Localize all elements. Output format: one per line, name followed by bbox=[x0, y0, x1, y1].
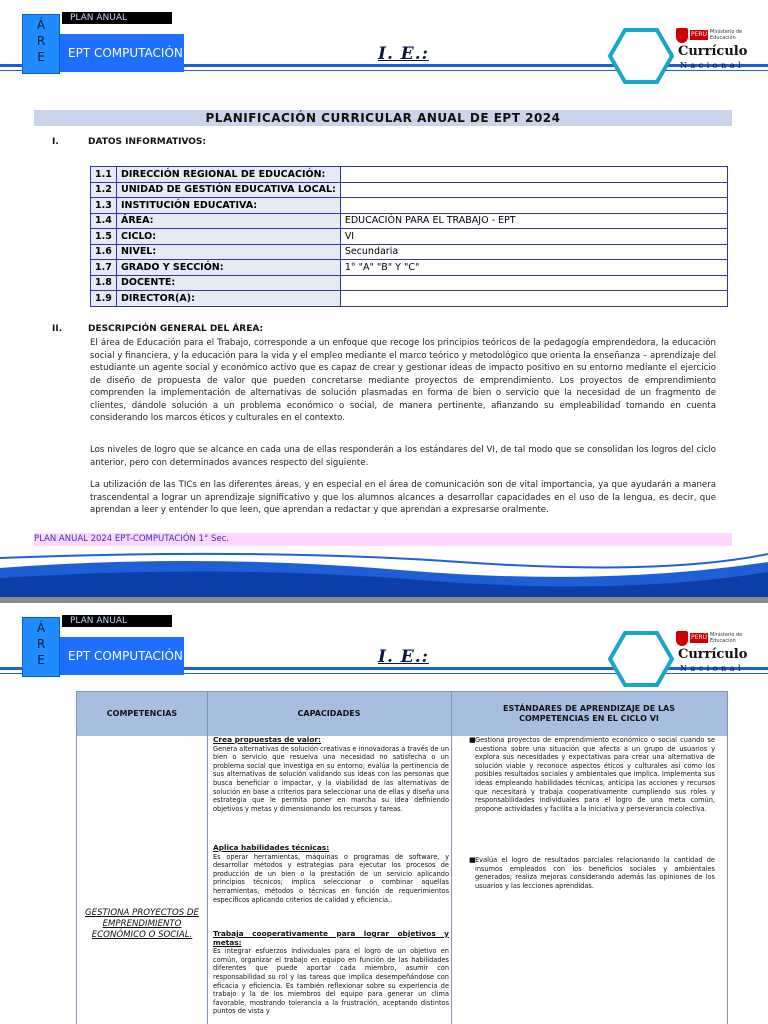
page-header bbox=[0, 603, 768, 689]
capacity-title: Trabaja cooperativamente para lograr objetivos y metas: bbox=[213, 929, 449, 947]
page-footer: PLAN ANUAL 2024 EPT-COMPUTACIÓN 1° Sec. bbox=[34, 533, 732, 546]
info-row bbox=[91, 198, 728, 214]
info-row bbox=[91, 291, 728, 307]
info-value bbox=[340, 275, 727, 291]
info-key: NIVEL: bbox=[116, 244, 340, 260]
capacity-item bbox=[213, 736, 449, 813]
info-number: 1.6 bbox=[91, 244, 117, 260]
logo-curriculo: Currículo bbox=[678, 647, 748, 662]
logo-ministry: Ministerio de Educación bbox=[710, 632, 743, 644]
area-letter: R bbox=[36, 637, 46, 651]
hexagon-decoration-icon bbox=[608, 631, 674, 687]
info-key: CICLO: bbox=[116, 229, 340, 245]
info-key: ÁREA: bbox=[116, 213, 340, 229]
area-box bbox=[22, 617, 60, 677]
shield-icon bbox=[676, 631, 688, 646]
info-key: UNIDAD DE GESTIÓN EDUCATIVA LOCAL: bbox=[116, 182, 340, 198]
plan-tag: PLAN ANUAL bbox=[62, 12, 172, 24]
paragraph: Los niveles de logro que se alcance en cada una de ellas responderán a los estándares del VI, de tal modo que se consolidan los logros del ciclo anterior, pero con determinados avances respecto del siguiente. bbox=[90, 445, 716, 468]
logo-peru: PERÚ bbox=[691, 31, 707, 38]
area-letter: R bbox=[36, 34, 46, 48]
page-header bbox=[0, 0, 768, 86]
section-number: II. bbox=[52, 324, 63, 334]
info-key: DIRECCIÓN REGIONAL DE EDUCACIÓN: bbox=[116, 167, 340, 183]
institution-label: I. E.: bbox=[378, 44, 429, 64]
capacity-item bbox=[213, 844, 449, 904]
capacity-text: Es operar herramientas, máquinas o programas de software, y desarrollar métodos y estrategias para ejecutar los procesos de producción de un bien o la prestación de un servicio aplicando principios técnicos; implica seleccionar o combinar aquellas herramientas, métodos o técnicas en función de requerimientos específicos aplicando criterios de calidad y eficiencia.. bbox=[213, 852, 449, 904]
column-header: CAPACIDADES bbox=[297, 709, 361, 718]
info-row bbox=[91, 260, 728, 276]
info-value bbox=[340, 167, 727, 183]
info-row bbox=[91, 167, 728, 183]
wave-decoration-icon bbox=[0, 548, 768, 597]
bullet-icon: ■ bbox=[469, 856, 476, 864]
capacity-text: Es integrar esfuerzos individuales para el logro de un objetivo en común, organizar el trabajo en equipo en función de las habilidades diferentes que puede aportar cada miembro, asumir con responsabilidad su rol y las tareas que implica desempeñándose con eficacia y eficiencia. Es también reflexionar sobre su experiencia de trabajo y la de los miembros del equipo para generar un clima favorable, mostrando tolerancia a la frustración, aceptando distintos puntos de vista y bbox=[213, 947, 449, 1016]
info-key: GRADO Y SECCIÓN: bbox=[116, 260, 340, 276]
info-value bbox=[340, 182, 727, 198]
info-value: EDUCACIÓN PARA EL TRABAJO - EPT bbox=[340, 213, 727, 229]
info-value: Secundaria bbox=[340, 244, 727, 260]
area-letter: Á bbox=[36, 18, 46, 32]
curriculo-nacional-logo bbox=[676, 28, 762, 72]
logo-peru: PERÚ bbox=[691, 634, 707, 641]
section-title: DESCRIPCIÓN GENERAL DEL ÁREA: bbox=[88, 324, 264, 334]
info-number: 1.4 bbox=[91, 213, 117, 229]
area-letter: E bbox=[37, 50, 45, 64]
info-number: 1.1 bbox=[91, 167, 117, 183]
capacity-text: Genera alternativas de solución creativas e innovadoras a través de un bien o servicio que resuelva una necesidad no satisfecha o un problema social que investiga en su entorno; evalúa la pertinencia de sus alternativas de solución validando sus ideas con las personas que busca beneficiar o impactar, y la viabilidad de las alternativas de solución en base a criterios para seleccionar una de ellas y diseña una estrategia que le permita poner en marcha su idea definiendo objetivos y metas y dimensionando los recursos y tareas. bbox=[213, 744, 449, 813]
course-tag: EPT COMPUTACIÓN bbox=[60, 637, 184, 675]
table-header bbox=[77, 692, 727, 736]
shield-icon bbox=[676, 28, 688, 43]
info-number: 1.3 bbox=[91, 198, 117, 214]
bullet-icon: ■ bbox=[469, 736, 476, 744]
paragraph: El área de Educación para el Trabajo, corresponde a un enfoque que recoge los principios teóricos de la pedagogía emprendedora, la educación social y financiera, y la educación para la vida y el empleo mediante el marco teórico y metodológico que orienta la enseñanza – aprendizaje del estudiante un agente social y económico activo que es capaz de crear y gestionar ideas de impacto positivo en su entorno mediante el ejercicio de diseño de propuesta de valor que pueden concretarse mediante proyectos de emprendimiento. Los proyectos de emprendimiento comprenden la implementación de alternativas de solución plasmadas en forma de bien o servicio que la necesidad de un fragmento de clientes, dándole solución a un problema económico o social, de manera pertinente, afianzando su empleabilidad tomando en cuenta considerando los marcos éticos y culturales en el contexto. bbox=[90, 338, 716, 423]
logo-nacional: Nacional bbox=[680, 664, 745, 673]
plan-tag: PLAN ANUAL bbox=[62, 615, 172, 627]
curriculo-nacional-logo bbox=[676, 631, 762, 675]
page-title: PLANIFICACIÓN CURRICULAR ANUAL DE EPT 2024 bbox=[34, 110, 732, 126]
column-header: ESTÁNDARES DE APRENDIZAJE DE LAS COMPETENCIAS EN EL CICLO VI bbox=[503, 704, 675, 723]
course-tag: EPT COMPUTACIÓN bbox=[60, 34, 184, 72]
logo-curriculo: Currículo bbox=[678, 44, 748, 59]
logo-ministry: Ministerio de Educación bbox=[710, 29, 743, 41]
info-key: DIRECTOR(A): bbox=[116, 291, 340, 307]
standard-item: Gestiona proyectos de emprendimiento económico o social cuando se cuestiona sobre una situación que afecta a un grupo de usuarios y explora sus necesidades y expectativas para crear una alternativa de solución viable y reconoce aspectos éticos y culturales así como los posibles resultados sociales y ambientales que implica. Implementa sus ideas empleando habilidades técnicas, anticipa las acciones y recursos que necesitará y trabaja cooperativamente cumpliendo sus roles y responsabilidades individuales para el logro de una meta común, propone actividades y facilita a la iniciativa y perseverancia colectiva. bbox=[475, 736, 715, 813]
paragraph: La utilización de las TICs en las diferentes áreas, y en especial en el área de comunicación son de vital importancia, ya que ayudarán a manera trascendental a lograr un aprendizaje significativo y que los alumnos alcances a desarrollar capacidades en el uso de la lengua, es decir, que aprendan a leer y entender lo que leen, que aprendan a redactar y que aprendan a expresarse oralmente. bbox=[90, 480, 716, 515]
capacity-title: Crea propuestas de valor: bbox=[213, 735, 322, 744]
info-number: 1.9 bbox=[91, 291, 117, 307]
competencies-table bbox=[76, 691, 728, 1024]
info-value bbox=[340, 198, 727, 214]
area-letter: E bbox=[37, 653, 45, 667]
institution-label: I. E.: bbox=[378, 647, 429, 667]
info-row bbox=[91, 275, 728, 291]
logo-nacional: Nacional bbox=[680, 61, 745, 70]
info-number: 1.2 bbox=[91, 182, 117, 198]
info-value: VI bbox=[340, 229, 727, 245]
info-row bbox=[91, 244, 728, 260]
info-row bbox=[91, 213, 728, 229]
info-number: 1.8 bbox=[91, 275, 117, 291]
competence-name: GESTIONA PROYECTOS DE EMPRENDIMIENTO ECONÓMICO O SOCIAL. bbox=[85, 908, 199, 940]
section-title: DATOS INFORMATIVOS: bbox=[88, 137, 207, 147]
column-divider bbox=[207, 692, 208, 1024]
column-divider bbox=[451, 692, 452, 1024]
area-box bbox=[22, 14, 60, 74]
info-table bbox=[90, 166, 728, 307]
info-row bbox=[91, 229, 728, 245]
info-value: 1° "A" "B" Y "C" bbox=[340, 260, 727, 276]
capacity-item bbox=[213, 930, 449, 1016]
document-page-2 bbox=[0, 603, 768, 1024]
capacity-title: Aplica habilidades técnicas: bbox=[213, 843, 330, 852]
standard-item: Evalúa el logro de resultados parciales relacionando la cantidad de insumos empleados con los beneficios sociales y ambientales generados; realiza mejoras considerando además las opiniones de los usuarios y las lecciones aprendidas. bbox=[475, 856, 715, 890]
info-value bbox=[340, 291, 727, 307]
info-row bbox=[91, 182, 728, 198]
section-number: I. bbox=[52, 137, 59, 147]
area-letter: Á bbox=[36, 621, 46, 635]
info-number: 1.7 bbox=[91, 260, 117, 276]
hexagon-decoration-icon bbox=[608, 28, 674, 84]
info-key: DOCENTE: bbox=[116, 275, 340, 291]
info-key: INSTITUCIÓN EDUCATIVA: bbox=[116, 198, 340, 214]
column-header: COMPETENCIAS bbox=[106, 709, 178, 718]
info-number: 1.5 bbox=[91, 229, 117, 245]
